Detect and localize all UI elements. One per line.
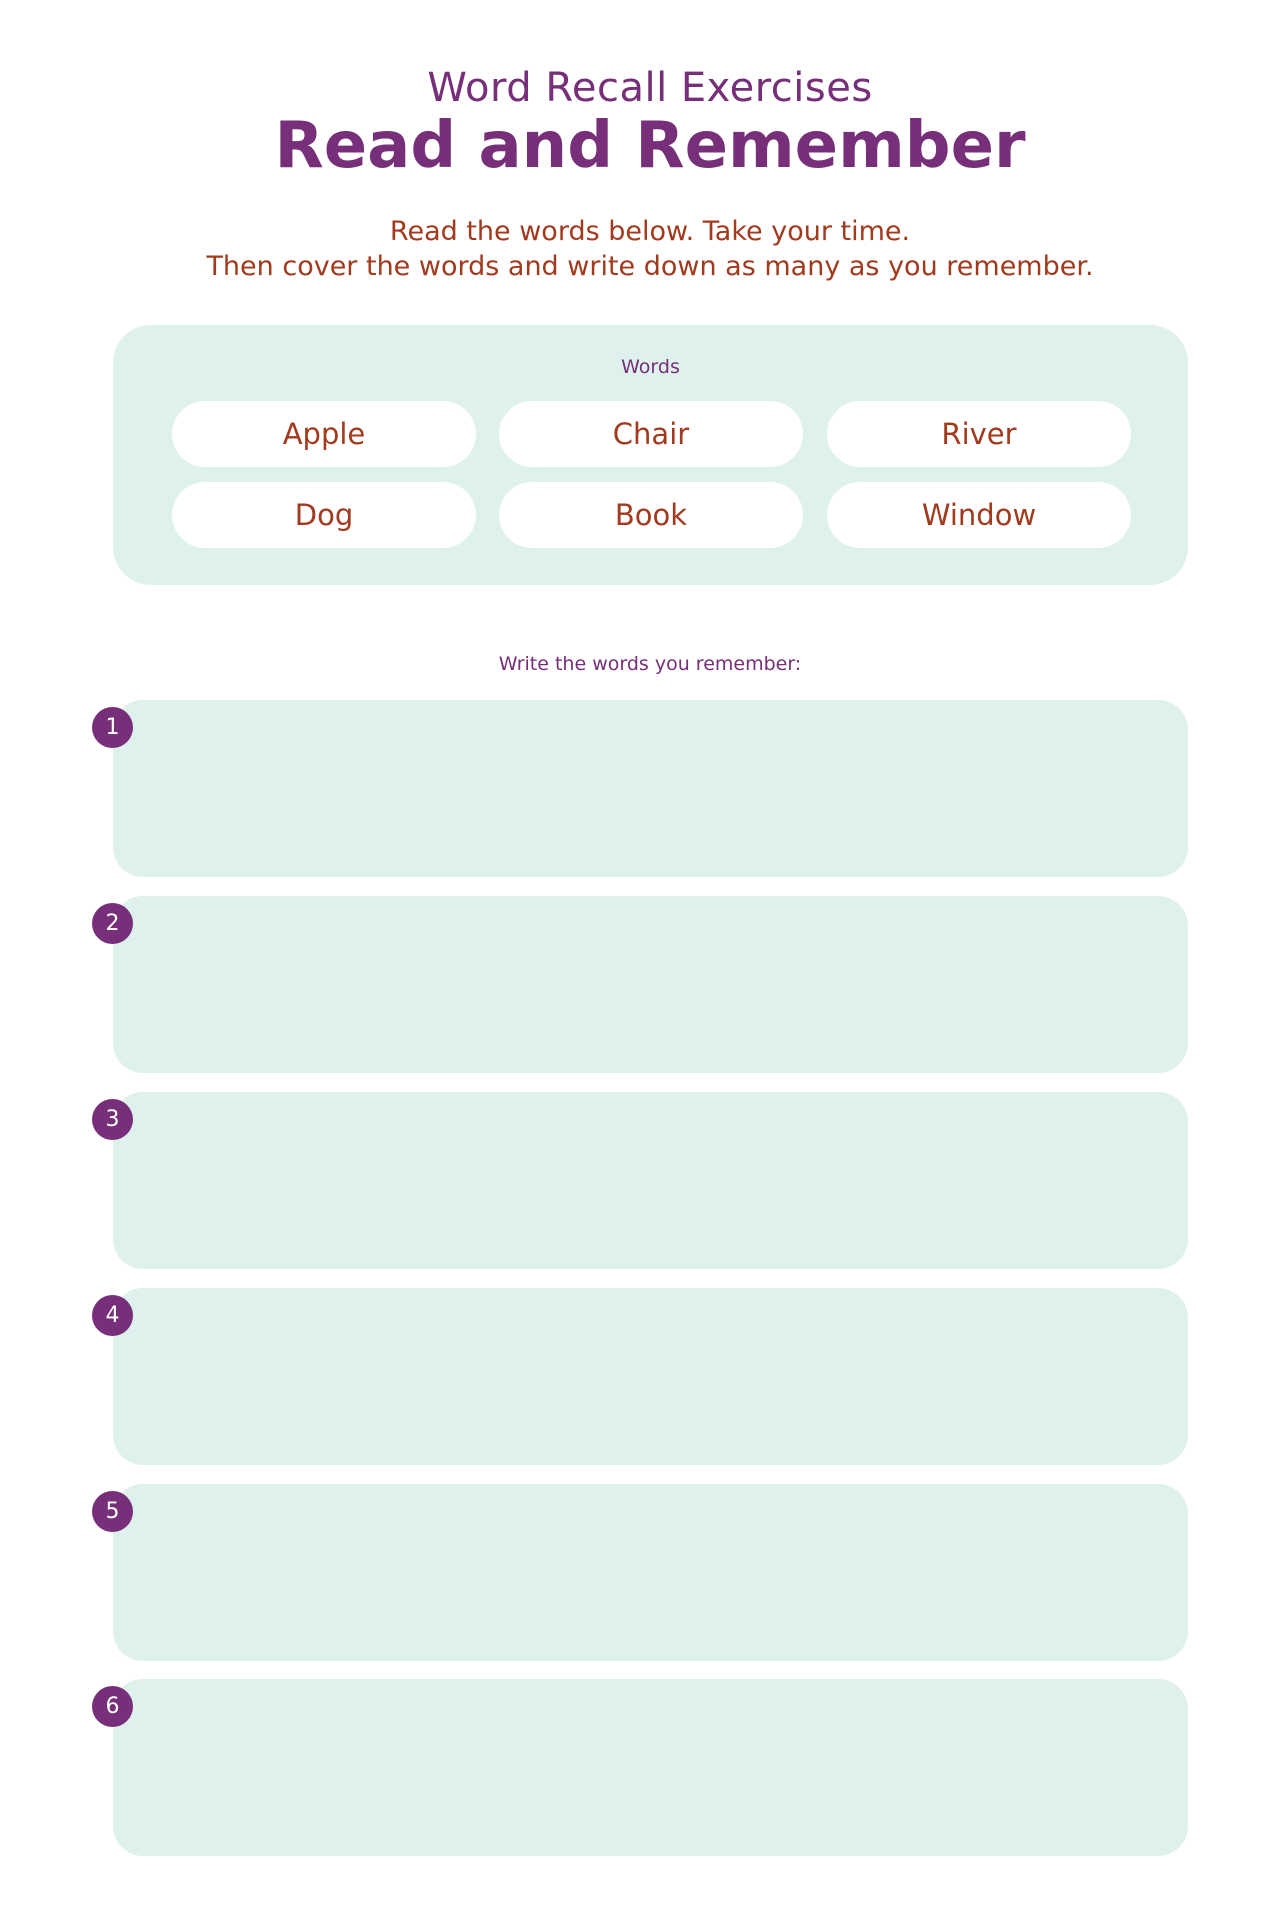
answer-row-5 (105, 1484, 1188, 1661)
answer-number-badge: 3 (92, 1099, 133, 1140)
answer-row-4 (105, 1288, 1188, 1465)
answer-number-badge: 4 (92, 1295, 133, 1336)
answer-field-4[interactable] (113, 1288, 1188, 1465)
word-chip: Window (827, 482, 1131, 548)
word-chip: Apple (172, 401, 476, 467)
answer-field-6[interactable] (113, 1679, 1188, 1856)
instruction-line-2: Then cover the words and write down as many as you remember. (206, 251, 1094, 282)
word-chip: Chair (499, 401, 803, 467)
answer-row-3 (105, 1092, 1188, 1269)
instructions (0, 214, 1280, 284)
page-title: Read and Remember (274, 109, 1026, 183)
answer-field-2[interactable] (113, 896, 1188, 1073)
instruction-line-1: Read the words below. Take your time. (389, 216, 911, 247)
answer-field-5[interactable] (113, 1484, 1188, 1661)
worksheet-category: Word Recall Exercises (427, 65, 873, 111)
answer-number-badge: 1 (92, 707, 133, 748)
answer-number-badge: 5 (92, 1491, 133, 1532)
answer-field-3[interactable] (113, 1092, 1188, 1269)
word-chip: Book (499, 482, 803, 548)
answer-number-badge: 6 (92, 1686, 133, 1727)
recall-prompt: Write the words you remember: (498, 653, 802, 675)
answer-row-1 (105, 700, 1188, 877)
word-chip: Dog (172, 482, 476, 548)
answer-row-6 (105, 1679, 1188, 1856)
words-panel-label: Words (621, 356, 680, 378)
answer-field-1[interactable] (113, 700, 1188, 877)
answer-row-2 (105, 896, 1188, 1073)
words-panel (113, 325, 1188, 585)
word-chip: River (827, 401, 1131, 467)
answer-number-badge: 2 (92, 903, 133, 944)
